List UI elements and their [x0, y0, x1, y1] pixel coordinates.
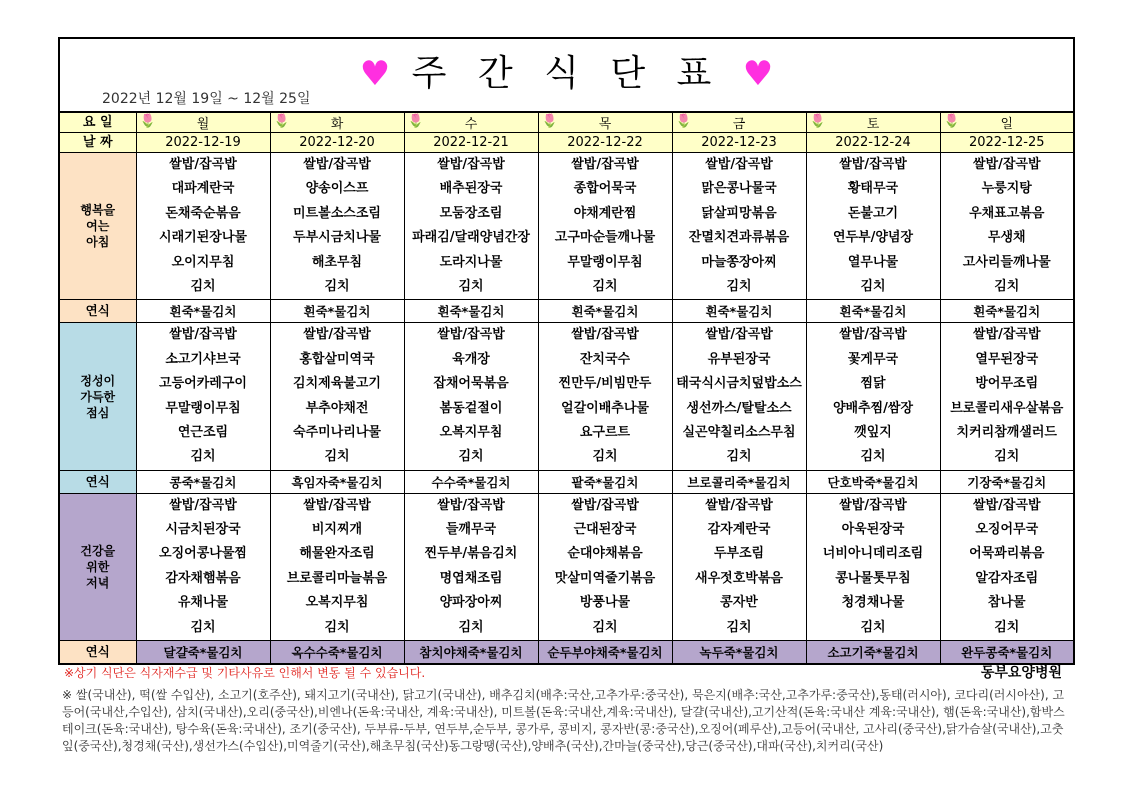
- snack-cell: 녹두죽*물김치: [672, 641, 806, 665]
- dinner-menu-cell: [940, 493, 1074, 640]
- morning-menu-cell: [538, 153, 672, 300]
- tulip-icon: 🌷: [809, 114, 826, 129]
- menu-item: 쌀밥/잡곡밥: [303, 327, 371, 343]
- morning-menu-cell: [672, 153, 806, 300]
- menu-item: 김치: [860, 278, 886, 294]
- snack-label: 연식: [59, 641, 136, 665]
- menu-item: 비지찌개: [311, 522, 363, 538]
- menu-item: 미트볼소스조림: [293, 205, 381, 221]
- label-line: 점심: [86, 405, 110, 420]
- menu-item: 해물완자조림: [299, 546, 375, 562]
- menu-item: 쌀밥/잡곡밥: [571, 497, 639, 513]
- day-name: 화: [330, 117, 344, 132]
- menu-item: 황태무국: [847, 181, 899, 197]
- menu-item: 김치: [994, 449, 1020, 465]
- menu-item: 콩나물톳무침: [835, 570, 911, 586]
- tulip-icon: 🌷: [943, 114, 960, 129]
- menu-item: 고등어카레구이: [159, 376, 247, 392]
- snack-label: 연식: [59, 470, 136, 493]
- menu-item: 콩자반: [720, 595, 758, 611]
- menu-item: 쌀밥/잡곡밥: [705, 157, 773, 172]
- menu-item: 부추야채전: [305, 400, 369, 416]
- day-name: 일: [1000, 117, 1014, 132]
- menu-item: 김치: [190, 449, 216, 465]
- menu-item: 청경채나물: [841, 595, 905, 611]
- menu-item: 우채표고볶음: [969, 205, 1045, 221]
- snack-cell: 달걀죽*물김치: [136, 641, 270, 665]
- label-line: 가득한: [80, 389, 116, 404]
- date-range: 2022년 12월 19일 ~ 12월 25일: [102, 91, 311, 107]
- dinner-menu-cell: [270, 493, 404, 640]
- date-cell: 2022-12-23: [672, 133, 806, 153]
- menu-item: 쌀밥/잡곡밥: [169, 327, 237, 343]
- menu-table: [58, 111, 1075, 665]
- dinner-menu-cell: [672, 493, 806, 640]
- snack-cell: 소고기죽*물김치: [806, 641, 940, 665]
- menu-item: 김치: [860, 449, 886, 465]
- menu-item: 연근조림: [177, 424, 229, 440]
- menu-item: 오복지무침: [305, 595, 369, 611]
- menu-item: 봄동겉절이: [439, 400, 503, 416]
- dinner-snack-row: [59, 641, 1074, 665]
- menu-item: 김치: [458, 619, 484, 635]
- menu-item: 숙주미나리나물: [293, 424, 381, 440]
- date-cell: 2022-12-19: [136, 133, 270, 153]
- menu-item: 찐만두/비빔만두: [558, 376, 652, 392]
- menu-item: 고사리들깨나물: [962, 254, 1051, 270]
- day-row: [59, 112, 1074, 133]
- menu-item: 쌀밥/잡곡밥: [303, 157, 371, 172]
- menu-item: 명엽채조림: [439, 570, 503, 586]
- menu-item: 종합어묵국: [573, 181, 637, 197]
- menu-item: 브로콜리마늘볶음: [286, 570, 388, 586]
- day-cell: [270, 112, 404, 133]
- menu-item: 열무나물: [847, 254, 899, 270]
- menu-item: 오이지무침: [171, 254, 235, 270]
- menu-item: 방풍나물: [579, 595, 631, 611]
- menu-item: 돈채죽순볶음: [165, 205, 241, 221]
- snack-cell: 기장죽*물김치: [940, 470, 1074, 493]
- day-name: 월: [196, 117, 210, 132]
- date-cell: 2022-12-25: [940, 133, 1074, 153]
- tulip-icon: 🌷: [273, 114, 290, 129]
- menu-item: 쌀밥/잡곡밥: [169, 497, 237, 513]
- menu-item: 김치: [324, 278, 350, 294]
- menu-item: 잡채어묵볶음: [433, 376, 509, 392]
- menu-item: 쌀밥/잡곡밥: [303, 497, 371, 513]
- morning-label: [59, 153, 136, 300]
- snack-cell: 수수죽*물김치: [404, 470, 538, 493]
- lunch-menu-cell: [404, 323, 538, 470]
- menu-item: 양파장아찌: [439, 595, 503, 611]
- menu-item: 시래기된장나물: [159, 230, 247, 246]
- snack-cell: 옥수수죽*물김치: [270, 641, 404, 665]
- tulip-icon: 🌷: [541, 114, 558, 129]
- menu-item: 쌀밥/잡곡밥: [972, 327, 1041, 343]
- lunch-menu-cell: [940, 323, 1074, 470]
- morning-menu-cell: [404, 153, 538, 300]
- snack-cell: 참치야채죽*물김치: [404, 641, 538, 665]
- menu-item: 실곤약칠리소스무침: [682, 424, 796, 440]
- menu-item: 찜닭: [860, 376, 886, 392]
- menu-item: 양송이스프: [305, 181, 369, 197]
- menu-item: 브로콜리새우살볶음: [950, 400, 1064, 416]
- menu-item: 쌀밥/잡곡밥: [437, 327, 505, 343]
- menu-item: 치커리참깨샐러드: [956, 424, 1057, 440]
- lunch-menu-cell: [538, 323, 672, 470]
- menu-item: 김치: [324, 619, 350, 635]
- menu-item: 알감자조림: [975, 570, 1039, 586]
- menu-item: 김치제육불고기: [293, 376, 381, 392]
- tulip-icon: 🌷: [139, 114, 156, 129]
- menu-item: 야채계란찜: [573, 205, 637, 221]
- snack-cell: 흰죽*물김치: [136, 300, 270, 323]
- menu-item: 맛살미역줄기볶음: [554, 570, 656, 586]
- menu-item: 도라지나물: [439, 254, 503, 270]
- snack-cell: 흰죽*물김치: [806, 300, 940, 323]
- menu-item: 근대된장국: [573, 522, 637, 538]
- heart-icon: ♥: [359, 54, 391, 94]
- menu-item: 유채나물: [177, 595, 229, 611]
- menu-item: 방어무조림: [975, 376, 1039, 392]
- lunch-menu-cell: [270, 323, 404, 470]
- menu-item: 모둠장조림: [439, 205, 503, 221]
- menu-item: 소고기샤브국: [165, 351, 241, 367]
- menu-item: 연두부/양념장: [832, 230, 914, 246]
- label-line: 아침: [86, 235, 110, 250]
- menu-item: 김치: [190, 619, 216, 635]
- lunch-menu-cell: [136, 323, 270, 470]
- day-label: 요 일: [59, 112, 136, 133]
- menu-sheet: [58, 37, 1075, 665]
- menu-item: 닭살피망볶음: [701, 205, 777, 221]
- snack-cell: 콩죽*물김치: [136, 470, 270, 493]
- day-cell: [806, 112, 940, 133]
- menu-item: 돈불고기: [847, 205, 899, 221]
- menu-item: 맑은콩나물국: [701, 181, 777, 197]
- menu-item: 찐두부/볶음김치: [424, 546, 518, 562]
- menu-item: 김치: [726, 449, 752, 465]
- label-line: 저녁: [86, 575, 110, 590]
- menu-item: 두부조림: [713, 546, 765, 562]
- menu-item: 요구르트: [579, 424, 631, 440]
- day-cell: [538, 112, 672, 133]
- menu-item: 아욱된장국: [841, 522, 905, 538]
- menu-item: 오징어무국: [975, 522, 1039, 538]
- menu-item: 순대야채볶음: [567, 546, 643, 562]
- tulip-icon: 🌷: [407, 114, 424, 129]
- menu-item: 김치: [592, 278, 618, 294]
- menu-item: 참나물: [987, 595, 1026, 611]
- menu-item: 김치: [726, 619, 752, 635]
- morning-menu-cell: [940, 153, 1074, 300]
- menu-item: 감자계란국: [707, 522, 771, 538]
- menu-item: 김치: [726, 278, 752, 294]
- day-cell: [404, 112, 538, 133]
- menu-item: 김치: [458, 449, 484, 465]
- tulip-icon: 🌷: [675, 114, 692, 129]
- menu-item: 시금치된장국: [165, 522, 241, 538]
- lunch-menu-cell: [672, 323, 806, 470]
- menu-item: 오징어콩나물찜: [159, 546, 247, 562]
- snack-cell: 흰죽*물김치: [404, 300, 538, 323]
- snack-cell: 흑임자죽*물김치: [270, 470, 404, 493]
- morning-menu-cell: [270, 153, 404, 300]
- title-text: 주 간 식 단 표: [411, 53, 722, 94]
- menu-item: 쌀밥/잡곡밥: [972, 157, 1041, 172]
- menu-item: 김치: [458, 278, 484, 294]
- menu-item: 대파계란국: [171, 181, 235, 197]
- label-line: 위한: [86, 559, 110, 574]
- dinner-menu-cell: [404, 493, 538, 640]
- menu-item: 김치: [860, 619, 886, 635]
- lunch-menu-cell: [806, 323, 940, 470]
- menu-item: 꽃게무국: [847, 351, 899, 367]
- dinner-menu-cell: [538, 493, 672, 640]
- snack-cell: 흰죽*물김치: [270, 300, 404, 323]
- hospital-name: 동부요양병원: [980, 665, 1062, 681]
- menu-item: 김치: [592, 619, 618, 635]
- menu-item: 배추된장국: [439, 181, 503, 197]
- menu-item: 쌀밥/잡곡밥: [839, 497, 907, 513]
- menu-item: 무말랭이무침: [567, 254, 643, 270]
- label-line: 여는: [86, 219, 110, 234]
- morning-row: [59, 153, 1074, 300]
- dinner-label: [59, 493, 136, 640]
- menu-item: 파래김/달래양념간장: [412, 230, 530, 246]
- title-box: [58, 37, 1075, 111]
- snack-cell: 브로콜리죽*물김치: [672, 470, 806, 493]
- dinner-menu-cell: [136, 493, 270, 640]
- menu-item: 얼갈이배추나물: [561, 400, 649, 416]
- morning-snack-row: [59, 300, 1074, 323]
- day-cell: [672, 112, 806, 133]
- date-cell: 2022-12-22: [538, 133, 672, 153]
- lunch-label: [59, 323, 136, 470]
- day-name: 금: [732, 117, 746, 132]
- menu-item: 쌀밥/잡곡밥: [571, 327, 639, 343]
- day-cell: [136, 112, 270, 133]
- dinner-row: [59, 493, 1074, 640]
- heart-icon: ♥: [742, 54, 774, 94]
- label-line: 정성이: [80, 373, 116, 388]
- snack-cell: 단호박죽*물김치: [806, 470, 940, 493]
- menu-item: 무말랭이무침: [165, 400, 241, 416]
- menu-item: 해초무침: [311, 254, 363, 270]
- menu-item: 무생채: [987, 230, 1026, 246]
- menu-item: 김치: [190, 278, 216, 294]
- menu-item: 김치: [994, 619, 1020, 635]
- lunch-snack-row: [59, 470, 1074, 493]
- morning-menu-cell: [806, 153, 940, 300]
- lunch-row: [59, 323, 1074, 470]
- menu-item: 쌀밥/잡곡밥: [705, 497, 773, 513]
- day-cell: [940, 112, 1074, 133]
- menu-item: 감자채햄볶음: [165, 570, 241, 586]
- menu-item: 마늘쫑장아찌: [701, 254, 777, 270]
- menu-item: 들깨무국: [445, 522, 497, 538]
- date-cell: 2022-12-21: [404, 133, 538, 153]
- menu-item: 깻잎지: [854, 424, 892, 440]
- menu-item: 쌀밥/잡곡밥: [437, 497, 505, 513]
- menu-item: 오복지무침: [439, 424, 503, 440]
- date-label: 날 짜: [59, 133, 136, 153]
- menu-item: 열무된장국: [975, 351, 1039, 367]
- day-name: 목: [598, 117, 612, 132]
- label-line: 건강을: [80, 543, 116, 558]
- menu-item: 누룽지탕: [981, 181, 1032, 197]
- dinner-menu-cell: [806, 493, 940, 640]
- morning-menu-cell: [136, 153, 270, 300]
- date-cell: 2022-12-24: [806, 133, 940, 153]
- menu-item: 김치: [592, 449, 618, 465]
- snack-cell: 팥죽*물김치: [538, 470, 672, 493]
- snack-cell: 흰죽*물김치: [538, 300, 672, 323]
- menu-item: 생선까스/탈탈소스: [686, 400, 792, 416]
- menu-item: 김치: [994, 278, 1020, 294]
- snack-cell: 흰죽*물김치: [672, 300, 806, 323]
- menu-item: 쌀밥/잡곡밥: [571, 157, 639, 172]
- snack-cell: 흰죽*물김치: [940, 300, 1074, 323]
- menu-item: 쌀밥/잡곡밥: [972, 497, 1041, 513]
- menu-item: 육개장: [452, 351, 490, 367]
- origin-info: ※ 쌀(국내산), 떡(쌀 수입산), 소고기(호주산), 돼지고기(국내산), 닭고기(국내산), 배추김치(배추:국산,고추가루:중국산), 묵은지(배추:국산,고추가루:중국산),동태(러시아), 코다리(러시아산), 고등어(국내산,수입산), 삼치(국내산),오리(중국산),비엔나(돈육:국내산, 계육:국내산), 미트볼(돈육:국내산,계육:국내산), 달걀(국내산),고기산적(돈육:국내산 계육:국내산), 햄(돈육:국내산),함박스테이크(돈육:국내산), 탕수육(돈육:국내산), 조기(중국산), 두부류-두부, 연두부,순두부, 콩가루, 콩비지, 콩자반(콩:중국산),오징어(페루산),고등어(국내산, 고사리(중국산),닭가슴살(국내산),고춧잎(중국산),청경채(국산),생선가스(수입산),미역줄기(국산),해초무침(국산)동그랑땡(국산),양배추(국산),간마늘(중국산),당근(중국산),대파(국산),치커리(국산): [62, 688, 1065, 753]
- menu-item: 새우젓호박볶음: [695, 570, 783, 586]
- day-name: 수: [464, 117, 478, 132]
- label-line: 행복을: [80, 203, 116, 218]
- menu-item: 쌀밥/잡곡밥: [839, 327, 907, 343]
- snack-cell: 순두부야채죽*물김치: [538, 641, 672, 665]
- snack-cell: 완두콩죽*물김치: [940, 641, 1074, 665]
- menu-item: 잔치국수: [579, 351, 631, 367]
- menu-item: 쌀밥/잡곡밥: [705, 327, 773, 343]
- menu-item: 홍합살미역국: [299, 351, 375, 367]
- menu-item: 두부시금치나물: [293, 230, 381, 246]
- menu-item: 고구마순들깨나물: [554, 230, 656, 246]
- menu-item: 태국식시금치덮밥소스: [676, 376, 802, 392]
- date-cell: 2022-12-20: [270, 133, 404, 153]
- menu-item: 양배추찜/쌈장: [832, 400, 914, 416]
- menu-item: 김치: [324, 449, 350, 465]
- menu-item: 유부된장국: [707, 351, 771, 367]
- menu-item: 쌀밥/잡곡밥: [169, 157, 237, 172]
- day-name: 토: [866, 117, 880, 132]
- menu-item: 쌀밥/잡곡밥: [839, 157, 907, 172]
- notice-text: ※상기 식단은 식자재수급 및 기타사유로 인해서 변동 될 수 있습니다.: [64, 666, 426, 680]
- snack-label: 연식: [59, 300, 136, 323]
- menu-item: 쌀밥/잡곡밥: [437, 157, 505, 172]
- menu-item: 너비아니데리조림: [822, 546, 924, 562]
- date-row: [59, 133, 1074, 153]
- menu-item: 잔멸치견과류볶음: [688, 230, 790, 246]
- menu-item: 어묵꽈리볶음: [969, 546, 1045, 562]
